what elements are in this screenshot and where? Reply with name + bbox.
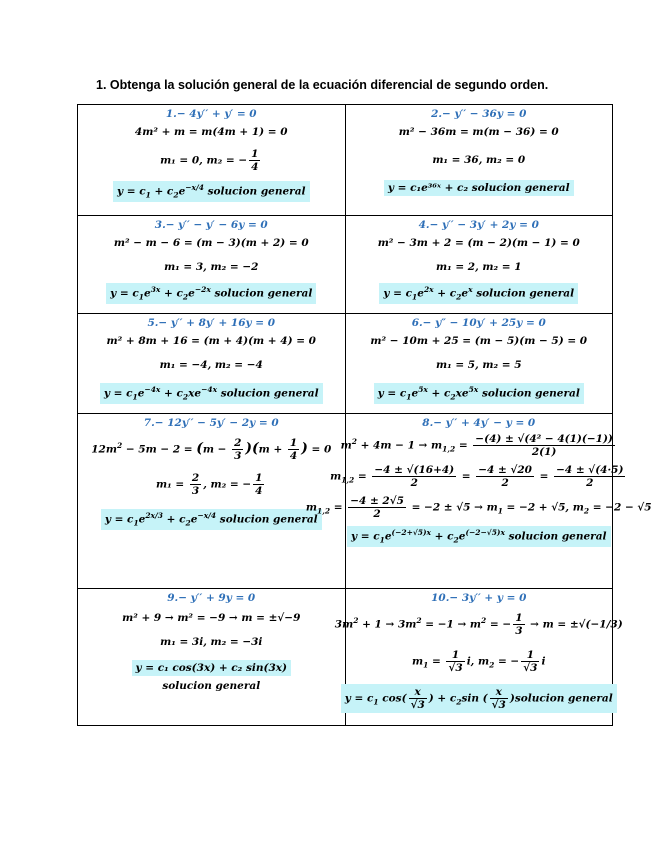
roots-simplification: $m_{1,2}$ = $\frac{-4 \pm √(16+4)}{2}$ = $\frac{-4 \pm √20}{2}$ = $\frac{-4 \pm √(4\cdot 5)}{2}$ [330,464,624,489]
general-solution: y = c₁ cos(3x) + c₂ sin(3x) [132,660,291,676]
exercise-cell-4 [345,216,613,314]
roots: m₁ = −4, m₂ = −4 [159,359,263,371]
roots: m₁ = 3, m₂ = −2 [164,261,259,273]
characteristic-equation: m² + 9 → m² = −9 → m = ±√−9 [122,612,301,624]
characteristic-equation: m² − 10m + 25 = (m − 5)(m − 5) = 0 [370,335,588,347]
roots: m₁ = 3i, m₂ = −3i [160,636,263,648]
exercise-title: 6.− y″ − 10y′ + 25y = 0 [411,317,546,329]
characteristic-equation: m² − 36m = m(m − 36) = 0 [398,126,559,138]
exercise-title: 8.− y′′ + 4y′ − y = 0 [422,417,536,429]
characteristic-equation: $12m^2 - 5m - 2 = (m$ − $\frac{2}{3}$ )(m + $\frac{1}{4}$ ) = 0 [91,437,332,462]
general-solution: $y = c_1e^{-4x} + c_2xe^{-4x}$ solucion general [100,383,323,404]
exercise-title: 1.− 4y′′ + y′ = 0 [165,108,257,120]
general-solution: $y = c_1e^{3x} + c_2e^{-2x}$ solucion general [106,283,316,304]
roots: m₁ = 36, m₂ = 0 [432,154,526,166]
characteristic-equation: m² − 3m + 2 = (m − 2)(m − 1) = 0 [377,237,580,249]
roots: m₁ = $\frac{2}{3}$ , m₂ = − $\frac{1}{4}$ [156,472,263,497]
exercise-cell-1 [78,105,346,216]
general-solution: $y = c_1e^{(-2+√5)x} + c_2e^{(-2-√5)x}$ solucion general [347,526,611,547]
exercise-title: 10.− 3y′′ + y = 0 [431,592,527,604]
exercise-title: 3.− y′′ − y′ − 6y = 0 [154,219,268,231]
exercise-cell-5 [78,314,346,414]
characteristic-equation: m² − m − 6 = (m − 3)(m + 2) = 0 [113,237,309,249]
exercise-table [77,104,652,726]
roots: m₁ = 2, m₂ = 1 [435,261,522,273]
general-solution: y = c₁e³⁶ˣ + c₂ solucion general [384,180,574,196]
general-solution: $y = c_1$ cos( $\frac{x}{√3}$ ) + $c_2\sin$ ( $\frac{x}{√3}$ )solucion general [341,684,617,713]
exercise-cell-3 [78,216,346,314]
general-solution: $y = c_1 + c_2e^{-x/4}$ solucion general [113,181,310,202]
general-solution-label: solucion general [162,680,261,692]
general-solution: $y = c_1e^{2x} + c_2e^x$ solucion general [379,283,578,304]
page-heading: 1. Obtenga la solución general de la ecuación diferencial de segundo orden. [96,78,549,92]
exercise-title: 9.− y′′ + 9y = 0 [167,592,256,604]
exercise-cell-10 [334,589,623,726]
exercise-cell-8 [305,414,652,589]
roots: m₁ = 5, m₂ = 5 [435,359,522,371]
roots: $m_1$ = $\frac{1}{√3}$ i, $m_2$ = − $\frac{1}{√3}$ i [412,649,546,674]
exercise-title: 4.− y′′ − 3y′ + 2y = 0 [418,219,539,231]
characteristic-equation: $3m^2 + 1 \to 3m^2 = -1 \to m^2$ = − $\frac{1}{3}$ → m = ±√(−1/3) [334,612,623,637]
exercise-title: 2.− y′′ − 36y = 0 [431,108,527,120]
exercise-cell-2 [345,105,613,216]
roots: m₁ = 0, m₂ = − $\frac{1}{4}$ [160,148,259,173]
exercise-title: 7.− 12y′′ − 5y′ − 2y = 0 [143,417,279,429]
roots: $m_{1,2}$ = $\frac{-4 \pm 2√5}{2}$ = $-2 \pm √5 \to m_1 = -2 + √5$, $m_2 = -2 - √5$ [305,495,652,520]
exercise-title: 5.− y′′ + 8y′ + 16y = 0 [147,317,276,329]
exercise-cell-7 [78,414,346,589]
characteristic-equation: 4m² + m = m(4m + 1) = 0 [134,126,288,138]
exercise-cell-9 [78,589,346,726]
general-solution: $y = c_1e^{2x/3} + c_2e^{-x/4}$ solucion general [101,509,322,530]
general-solution: $y = c_1e^{5x} + c_2xe^{5x}$ solucion general [374,383,584,404]
characteristic-equation: $m^2 + 4m - 1 \to m_{1,2}$ = $\frac{\text{−(4) ± √(4² − 4(1)(−1))}}{2(1)}$ [340,433,613,458]
characteristic-equation: m² + 8m + 16 = (m + 4)(m + 4) = 0 [106,335,316,347]
exercise-cell-6 [345,314,613,414]
